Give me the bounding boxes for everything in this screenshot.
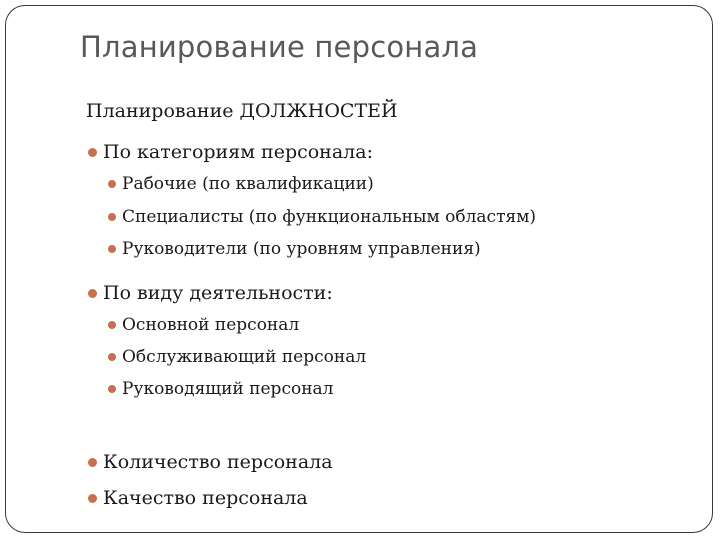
bullet-icon (108, 321, 116, 329)
bullet-icon (108, 245, 116, 253)
list-item-activity-type (88, 282, 333, 304)
bullet-icon (88, 494, 97, 503)
list-item-management-staff (108, 379, 333, 399)
bullet-icon (108, 385, 116, 393)
list-item-service-staff (108, 347, 366, 367)
list-item-label: Рабочие (по квалификации) (122, 174, 374, 194)
list-item-specialists (108, 207, 536, 227)
list-item-label: Руководители (по уровням управления) (122, 239, 481, 259)
list-item-label: Руководящий персонал (122, 379, 334, 399)
list-item-label: Обслуживающий персонал (122, 347, 367, 367)
bullet-icon (108, 180, 116, 188)
slide-title: Планирование персонала (80, 30, 479, 64)
bullet-icon (88, 289, 97, 298)
list-item-core-staff (108, 315, 299, 335)
bullet-icon (108, 213, 116, 221)
list-item-workers (108, 174, 374, 194)
bullet-icon (108, 353, 116, 361)
list-item-managers (108, 239, 481, 259)
list-item-quality (88, 487, 308, 509)
list-item-label: По категориям персонала: (103, 141, 373, 163)
list-item-label: Специалисты (по функциональным областям) (122, 207, 537, 227)
bullet-icon (88, 148, 97, 157)
list-item-quantity (88, 451, 333, 473)
list-item-label: Основной персонал (122, 315, 300, 335)
slide-subtitle: Планирование ДОЛЖНОСТЕЙ (86, 100, 398, 122)
list-item-label: Качество персонала (103, 487, 308, 509)
list-item-label: Количество персонала (103, 451, 333, 473)
list-item-categories (88, 141, 373, 163)
list-item-label: По виду деятельности: (103, 282, 333, 304)
bullet-icon (88, 458, 97, 467)
